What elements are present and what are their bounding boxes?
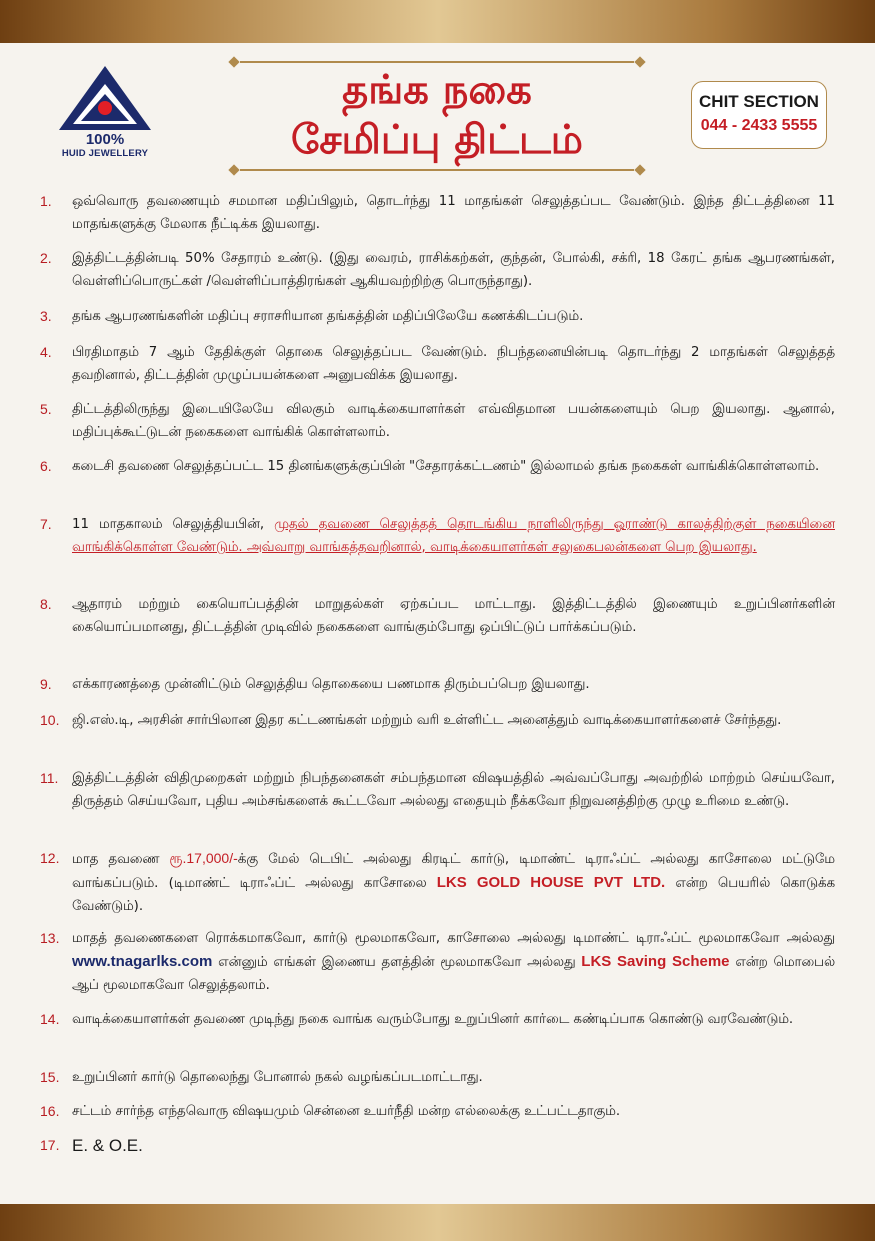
ornament-line xyxy=(240,169,634,171)
item-number: 7. xyxy=(40,516,52,532)
bis-triangle-icon xyxy=(57,64,153,132)
item-text: கடைசி தவணை செலுத்தப்பட்ட 15 தினங்களுக்குப்பின் "சேதாரக்கட்டணம்" இல்லாமல் தங்க நகைகள் வாங்கிக்கொள்ளலாம். xyxy=(72,459,820,474)
item-number: 16. xyxy=(40,1103,60,1119)
item-text xyxy=(72,513,835,559)
top-gold-band xyxy=(0,0,875,43)
item-text-plain: மாதத் தவணைகளை ரொக்கமாகவோ, கார்டு மூலமாகவோ, காசோலை அல்லது டிமாண்ட் டிராஃப்ட் மூலமாகவோ அல்லது xyxy=(72,931,835,946)
item-number: 6. xyxy=(40,458,52,474)
item-number: 15. xyxy=(40,1069,60,1085)
item-text-plain: 11 மாதகாலம் செலுத்தியபின், xyxy=(72,517,275,532)
item-text: திட்டத்திலிருந்து இடையிலேயே விலகும் வாடிக்கையாளர்கள் எவ்விதமான பயன்களையும் பெற இயலாது. ஆனால், மதிப்புக்கூட்டுடன் நகைகளை வாங்கிக் கொள்ளலாம். xyxy=(72,402,835,440)
page-title-line2: சேமிப்பு திட்டம் xyxy=(290,117,583,163)
item-number: 5. xyxy=(40,401,52,417)
bottom-gold-band xyxy=(0,1204,875,1241)
chit-section-phone[interactable]: 044 - 2433 5555 xyxy=(700,117,818,134)
item-number: 8. xyxy=(40,596,52,612)
website-link[interactable]: www.tnagarlks.com xyxy=(72,953,213,970)
item-text-highlight: முதல் தவணை செலுத்தத் தொடங்கிய நாளிலிருந்து ஓராண்டு காலத்திற்குள் நகையினை வாங்கிக்கொள்ள வேண்டும். அவ்வாறு வாங்கத்தவறினால், வாடிக்கையாளர்கள் சலுகைபலன்களை பெற இயலாது. xyxy=(72,517,835,555)
huid-label: HUID JEWELLERY xyxy=(61,148,149,159)
item-text: ஆதாரம் மற்றும் கையொப்பத்தின் மாறுதல்கள் ஏற்கப்பட மாட்டாது. இத்திட்டத்தில் இணையும் உறுப்பினர்களின் கையொப்பமானது, திட்டத்தின் முடிவில் நகைகளை வாங்கும்போது ஒப்பிட்டுப் பார்க்கப்படும். xyxy=(72,597,835,635)
item-text: ஒவ்வொரு தவணையும் சமமான மதிப்பிலும், தொடர்ந்து 11 மாதங்கள் செலுத்தப்பட வேண்டும். இந்த திட்டத்தினை 11 மாதங்களுக்கு மேலாக நீட்டிக்க இயலாது. xyxy=(72,194,835,232)
item-text xyxy=(72,847,835,918)
ornament-diamond xyxy=(228,164,239,175)
item-number: 12. xyxy=(40,850,60,866)
item-number: 11. xyxy=(40,770,59,786)
item-number: 13. xyxy=(40,930,60,946)
huid-percent: 100% xyxy=(85,131,125,148)
item-number: 14. xyxy=(40,1011,60,1027)
item-number: 2. xyxy=(40,250,52,266)
item-number: 4. xyxy=(40,344,52,360)
item-text-plain: என்ற மொபைல் ஆப் மூலமாகவோ செலுத்தலாம். xyxy=(72,955,835,993)
item-text: பிரதிமாதம் 7 ஆம் தேதிக்குள் தொகை செலுத்தப்பட வேண்டும். நிபந்தனையின்படி தொடர்ந்து 2 மாதங்கள் செலுத்தத் தவறினால், திட்டத்தின் முழுப்பயன்களை அனுபவிக்க இயலாது. xyxy=(72,345,835,383)
item-text: தங்க ஆபரணங்களின் மதிப்பு சராசரியான தங்கத்தின் மதிப்பிலேயே கணக்கிடப்படும். xyxy=(72,309,584,324)
item-text-plain: என்ற பெயரில் கொடுக்க வேண்டும்). xyxy=(72,876,835,914)
item-text-plain: மாத தவணை xyxy=(72,852,170,867)
item-text: E. & O.E. xyxy=(72,1136,143,1155)
ornament-diamond xyxy=(634,164,645,175)
ornament-line xyxy=(240,61,634,63)
item-number: 1. xyxy=(40,193,52,209)
item-text xyxy=(72,927,835,997)
chit-section-heading: CHIT SECTION xyxy=(699,92,819,111)
chit-section-box xyxy=(691,81,827,149)
item-number: 9. xyxy=(40,676,52,692)
item-number: 17. xyxy=(40,1137,60,1153)
bis-hallmark-logo xyxy=(50,64,160,168)
item-text: வாடிக்கையாளர்கள் தவணை முடிந்து நகை வாங்க வரும்போது உறுப்பினர் கார்டை கண்டிப்பாக கொண்டு வரவேண்டும். xyxy=(72,1012,794,1027)
item-text: சட்டம் சார்ந்த எந்தவொரு விஷயமும் சென்னை உயர்நீதி மன்ற எல்லைக்கு உட்பட்டதாகும். xyxy=(72,1104,621,1119)
item-text: இத்திட்டத்தின் விதிமுறைகள் மற்றும் நிபந்தனைகள் சம்பந்தமான விஷயத்தில் அவ்வப்போது அவற்றில் மாற்றம் செய்யவோ, திருத்தம் செய்யவோ, புதிய அம்சங்களைக் கூட்டவோ அல்லது எதையும் நீக்கவோ நிறுவனத்திற்கு முழு உரிமை உண்டு. xyxy=(72,771,835,809)
item-text: ஜி.எஸ்.டி, அரசின் சார்பிலான இதர கட்டணங்கள் மற்றும் வரி உள்ளிட்ட அனைத்தும் வாடிக்கையாளர்களைச் சேர்ந்தது. xyxy=(72,713,782,728)
item-number: 3. xyxy=(40,308,52,324)
item-number: 10. xyxy=(40,712,60,728)
item-text-plain: க்கு மேல் டெபிட் அல்லது கிரடிட் கார்டு, டிமாண்ட் டிராஃப்ட் அல்லது காசோலை மட்டுமே வாங்கப்படும். (டிமாண்ட் டிராஃப்ட் அல்லது காசோலை xyxy=(72,852,835,891)
company-name: LKS GOLD HOUSE PVT LTD. xyxy=(436,874,666,891)
item-text: உறுப்பினர் கார்டு தொலைந்து போனால் நகல் வழங்கப்படமாட்டாது. xyxy=(72,1070,483,1085)
app-name: LKS Saving Scheme xyxy=(581,953,730,970)
amount-limit: ரூ.17,000/- xyxy=(169,850,238,866)
title-block xyxy=(228,52,646,178)
item-text-plain: என்னும் எங்கள் இணைய தளத்தின் மூலமாகவோ அல்லது xyxy=(212,955,582,970)
item-text: எக்காரணத்தை முன்னிட்டும் செலுத்திய தொகையை பணமாக திரும்பப்பெற இயலாது. xyxy=(72,677,590,692)
item-text: இத்திட்டத்தின்படி 50% சேதாரம் உண்டு. (இது வைரம், ராசிக்கற்கள், குந்தன், போல்கி, சக்ரி, 18 கேரட் தங்க ஆபரணங்கள், வெள்ளிப்பொருட்கள் /வெள்ளிப்பாத்திரங்கள் ஆகியவற்றிற்கு பொருந்தாது). xyxy=(72,251,835,289)
page-title-line1: தங்க நகை xyxy=(342,67,532,113)
